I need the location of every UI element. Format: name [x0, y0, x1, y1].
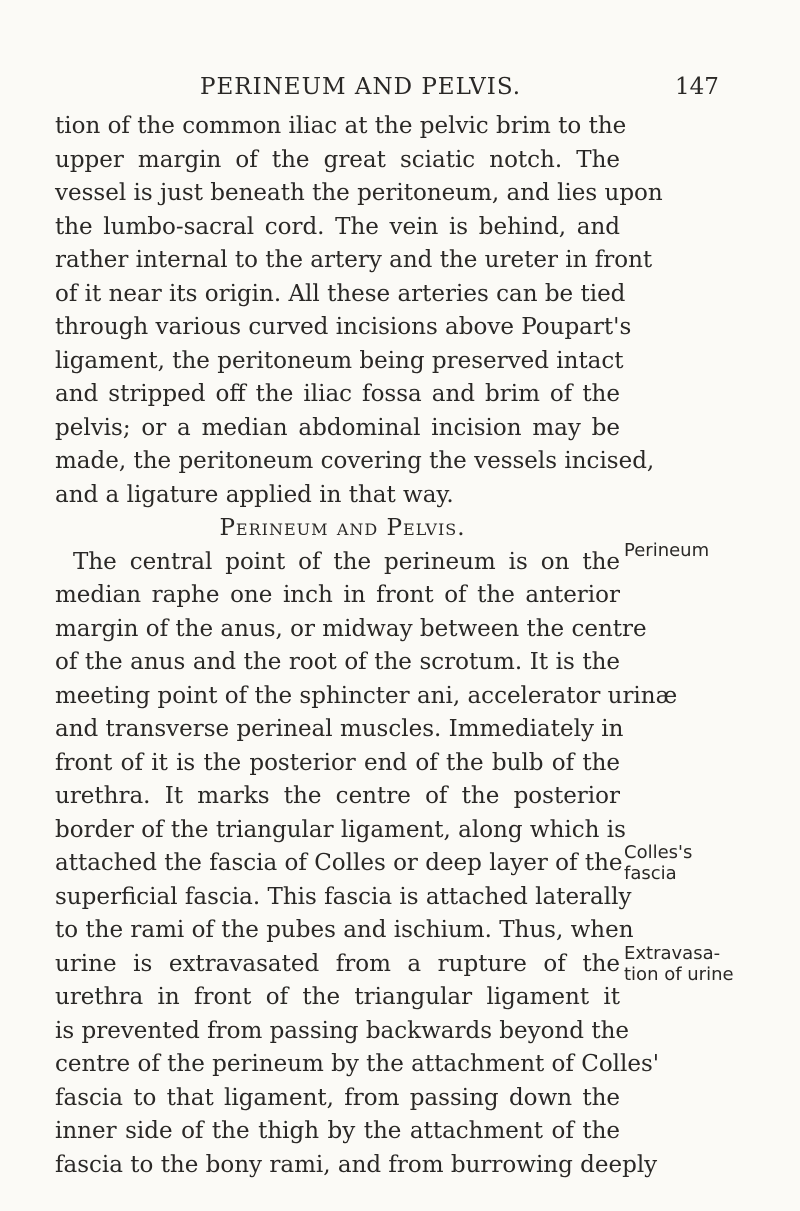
- text-line: and a ligature applied in that way.: [55, 481, 454, 508]
- text-line: tion of the common iliac at the pelvic brim to the: [55, 113, 627, 139]
- text-line: urethra in front of the triangular ligament it: [55, 984, 620, 1010]
- page-number: 147: [675, 74, 719, 100]
- text-line: urethra. It marks the centre of the posterior: [55, 783, 620, 809]
- margin-note-colles-line2: fascia: [624, 863, 677, 884]
- margin-note-perineum: Perineum: [624, 540, 710, 561]
- text-line: upper margin of the great sciatic notch. The: [55, 146, 620, 173]
- text-line: and transverse perineal muscles. Immediately in: [55, 716, 624, 742]
- text-line: border of the triangular ligament, along which is: [55, 816, 626, 843]
- running-header: PERINEUM AND PELVIS.: [200, 74, 522, 100]
- text-line: meeting point of the sphincter ani, accelerator urinæ: [55, 682, 678, 709]
- text-line: to the rami of the pubes and ischium. Thus, when: [55, 917, 634, 943]
- text-line: vessel is just beneath the peritoneum, and lies upon: [55, 180, 663, 206]
- text-line: made, the peritoneum covering the vessels incised,: [55, 448, 655, 474]
- section-heading: Perineum and Pelvis.: [219, 515, 466, 541]
- text-line: centre of the perineum by the attachment of Colles': [55, 1051, 660, 1077]
- margin-note-extravasation-line1: Extravasa-: [624, 943, 721, 964]
- text-line: and stripped off the iliac fossa and brim of the: [55, 381, 620, 407]
- text-line: The central point of the perineum is on the: [73, 548, 620, 575]
- text-line: inner side of the thigh by the attachment of the: [55, 1118, 620, 1144]
- text-line: pelvis; or a median abdominal incision may be: [55, 414, 620, 441]
- text-line: front of it is the posterior end of the bulb of the: [55, 749, 620, 776]
- text-line: fascia to the bony rami, and from burrowing deeply: [55, 1151, 658, 1178]
- text-line: fascia to that ligament, from passing down the: [55, 1084, 620, 1111]
- text-line: median raphe one inch in front of the anterior: [55, 582, 620, 608]
- text-line: superficial fascia. This fascia is attached laterally: [55, 883, 632, 910]
- text-line: through various curved incisions above Poupart's: [55, 314, 632, 340]
- text-line: rather internal to the artery and the ureter in front: [55, 247, 653, 273]
- text-line: is prevented from passing backwards beyond the: [55, 1017, 630, 1044]
- text-line: margin of the anus, or midway between the centre: [55, 615, 647, 642]
- text-line: of it near its origin. All these arteries can be tied: [55, 280, 626, 307]
- margin-note-colles-line1: Colles's: [624, 842, 693, 863]
- text-line: urine is extravasated from a rupture of the: [55, 950, 620, 977]
- text-line: of the anus and the root of the scrotum. It is the: [55, 649, 620, 675]
- text-line: attached the fascia of Colles or deep layer of the: [55, 850, 623, 876]
- text-line: the lumbo-sacral cord. The vein is behind, and: [55, 213, 620, 240]
- text-line: ligament, the peritoneum being preserved intact: [55, 347, 624, 374]
- margin-note-extravasation-line2: tion of urine: [624, 964, 734, 985]
